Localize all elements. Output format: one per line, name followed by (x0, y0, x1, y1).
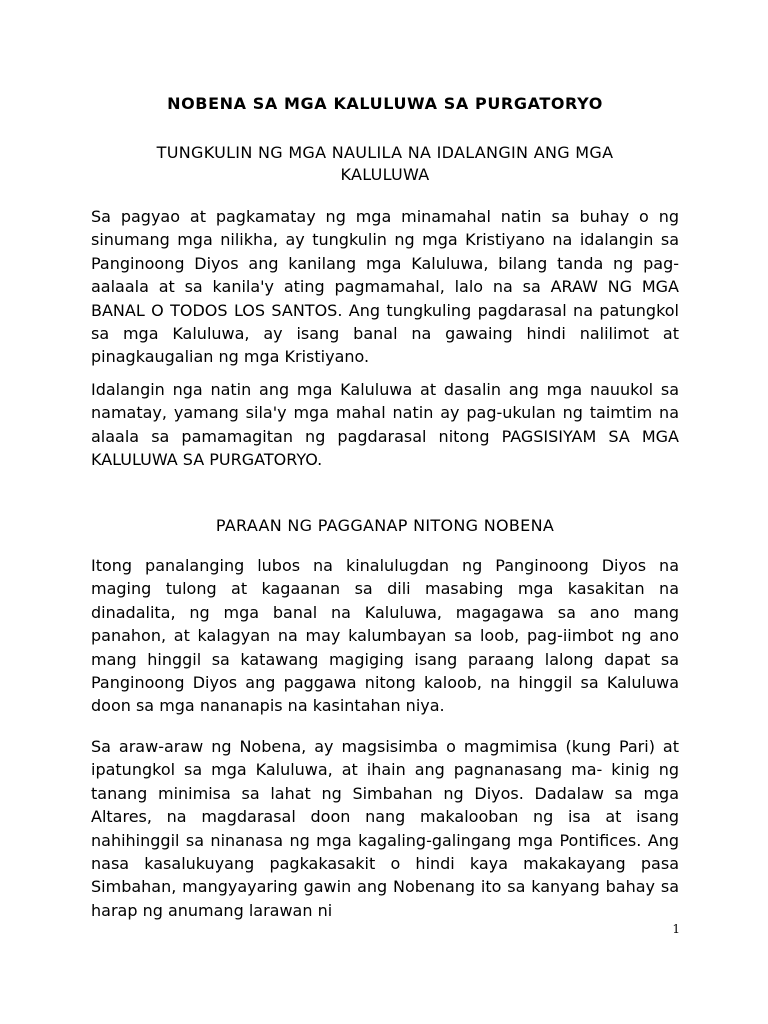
paragraph-daily-novena: Sa araw-araw ng Nobena, ay magsisimba o magmimisa (kung Pari) at ipatungkol sa mga Kaluluwa, at ihain ang pagnanasang ma- kinig ng tanang minimisa sa lahat ng Simbahan ng Diyos. Dadalaw sa mga Altares, na magdarasal doon nang makalooban ng isa at isang nahihinggil sa ninanasa ng mga kagaling-galingang mga Pontifices. Ang nasa kasalukuyang pagkakasakit o hindi kaya makakayang pasa Simbahan, mangyayaring gawin ang Nobenang ito sa kanyang bahay sa harap ng anumang larawan ni (91, 737, 679, 920)
section-heading-method: PARAAN NG PAGGANAP NITONG NOBENA (215, 516, 555, 535)
paragraph-method: Itong panalanging lubos na kinalulugdan ng Panginoong Diyos na maging tulong at kagaanan sa dili masabing mga kasakitan na dinadalita, ng mga banal na Kaluluwa, magagawa sa ano mang panahon, at kalagyan na may kalumbayan sa loob, pag-iimbot ng ano mang hinggil sa katawang magiging isang paraang lalong dapat sa Panginoong Diyos ang paggawa nitong kaloob, na hinggil sa Kaluluwa doon sa mga nananapis na kasintahan niya. (91, 556, 679, 716)
section-heading-duty: TUNGKULIN NG MGA NAULILA NA IDALANGIN ANG MGA KALULUWA (156, 143, 614, 184)
page-number: 1 (672, 922, 680, 936)
document-title: NOBENA SA MGA KALULUWA SA PURGATORYO (167, 94, 603, 113)
paragraph-intro: Sa pagyao at pagkamatay ng mga minamahal natin sa buhay o ng sinumang mga nilikha, ay tungkulin ng mga Kristiyano na idalangin sa Panginoong Diyos ang kanilang mga Kaluluwa, bilang tanda ng pag-aalaala at sa kanila'y ating pagmamahal, lalo na sa ARAW NG MGA BANAL O TODOS LOS SANTOS. Ang tungkuling pagdarasal na patungkol sa mga Kaluluwa, ay isang banal na gawaing hindi nalilimot at pinagkaugalian ng mga Kristiyano. (91, 207, 679, 367)
paragraph-prayer: Idalangin nga natin ang mga Kaluluwa at dasalin ang mga nauukol sa namatay, yamang sila'y mga mahal natin ay pag-ukulan ng taimtim na alaala sa pamamagitan ng pagdarasal nitong PAGSISIYAM SA MGA KALULUWA SA PURGATORYO. (91, 380, 679, 470)
